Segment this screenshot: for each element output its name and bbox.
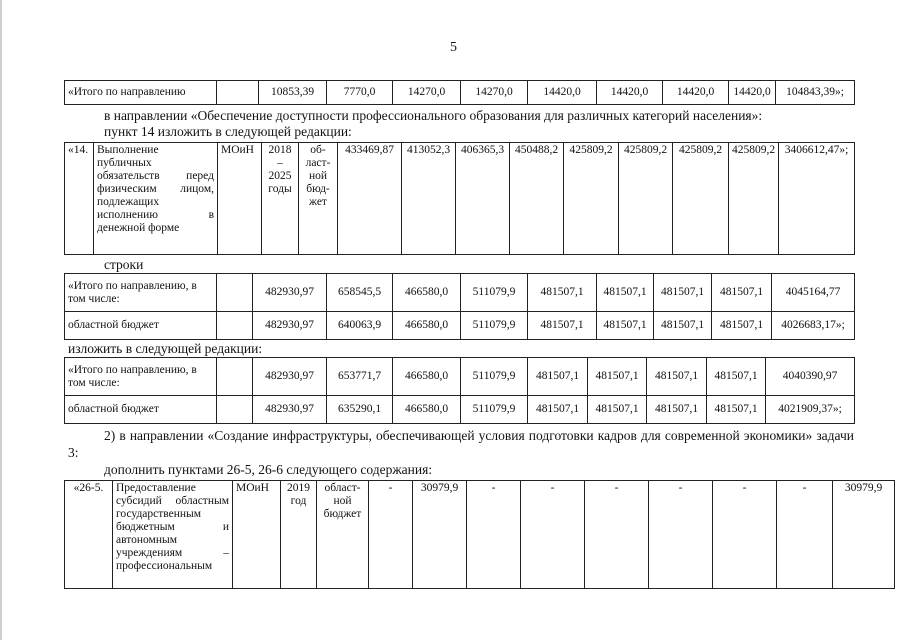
table-cell: 635290,1 (327, 396, 393, 424)
item-name: Предоставление субсидий областным государственным бюджетным и автономным учреждениям – профессиональным (113, 481, 233, 589)
table-cell: 481507,1 (528, 274, 597, 312)
table-cell: - (467, 481, 521, 589)
table-cell: 10853,39 (259, 81, 327, 105)
item-years: 2018 – 2025 годы (262, 143, 299, 255)
table-cell: - (777, 481, 833, 589)
empty-cell (217, 396, 253, 424)
table-cell: 14420,0 (729, 81, 776, 105)
table-cell: 481507,1 (528, 396, 588, 424)
table-cell: 14420,0 (528, 81, 597, 105)
new-rows-table (64, 357, 855, 424)
table-cell: 481507,1 (597, 274, 654, 312)
table-cell: 14270,0 (393, 81, 461, 105)
table-cell: 425809,2 (619, 143, 673, 255)
table-cell: 653771,7 (327, 358, 393, 396)
table-cell: 511079,9 (461, 358, 528, 396)
table-cell: 30979,9 (413, 481, 467, 589)
table-cell: 406365,3 (456, 143, 510, 255)
table-cell: 466580,0 (393, 396, 461, 424)
table-cell: 4026683,17»; (772, 312, 855, 340)
table-cell: 511079,9 (461, 312, 528, 340)
item-instruction: пункт 14 изложить в следующей редакции: (104, 124, 352, 139)
table-cell: 14420,0 (597, 81, 663, 105)
add-items-instruction: дополнить пунктами 26-5, 26-6 следующего содержания: (104, 462, 433, 477)
budget-label: областной бюджет (65, 396, 217, 424)
table-cell: - (521, 481, 585, 589)
table-cell: 481507,1 (654, 274, 712, 312)
item-source: об-ласт-ной бюд-жет (299, 143, 338, 255)
table-cell: 425809,2 (564, 143, 619, 255)
table-cell: 3406612,47»; (779, 143, 855, 255)
table-cell: 4021909,37»; (766, 396, 855, 424)
item-name: Выполнение публичных обязательств перед физическим лицом, подлежащих исполнению в денежной форме (94, 143, 218, 255)
table-cell: 425809,2 (673, 143, 729, 255)
table-cell: 466580,0 (393, 312, 461, 340)
item-number: «14. (65, 143, 94, 255)
table-cell: 30979,9 (833, 481, 895, 589)
empty-cell (217, 312, 253, 340)
budget-label: областной бюджет (65, 312, 217, 340)
table-cell: 481507,1 (707, 396, 766, 424)
table-cell: 14270,0 (461, 81, 528, 105)
table-cell: 450488,2 (510, 143, 564, 255)
total-label: «Итого по направлению, в том числе: (65, 274, 217, 312)
table-cell: 658545,5 (327, 274, 393, 312)
table-cell: - (713, 481, 777, 589)
table-cell: 481507,1 (647, 358, 707, 396)
restate-instruction: изложить в следующей редакции: (68, 341, 263, 356)
table-cell: - (369, 481, 413, 589)
empty-cell (217, 274, 253, 312)
table-cell: 481507,1 (647, 396, 707, 424)
table-cell: 481507,1 (588, 358, 647, 396)
total-label: «Итого по направлению, в том числе: (65, 358, 217, 396)
scan-edge (0, 0, 2, 640)
direction-heading: в направлении «Обеспечение доступности профессионального образования для различных категорий населения»: (104, 108, 763, 123)
table-cell: 481507,1 (528, 358, 588, 396)
table-cell: - (585, 481, 649, 589)
table-cell: 433469,87 (338, 143, 402, 255)
table-cell: 481507,1 (588, 396, 647, 424)
table-cell: 4040390,97 (766, 358, 855, 396)
table-cell: 481507,1 (528, 312, 597, 340)
rows-label: строки (104, 257, 144, 272)
table-cell: 466580,0 (393, 358, 461, 396)
table-cell: 104843,39»; (776, 81, 855, 105)
item-source: област-ной бюджет (317, 481, 369, 589)
table-cell: - (649, 481, 713, 589)
table-cell: 482930,97 (253, 396, 327, 424)
old-rows-table (64, 273, 855, 340)
table-cell: 7770,0 (327, 81, 393, 105)
table-cell: 466580,0 (393, 274, 461, 312)
item-26-5-table (64, 480, 895, 589)
item-executor: МОиН (233, 481, 281, 589)
total-row-table (64, 80, 855, 105)
item-years: 2019 год (281, 481, 317, 589)
table-cell: 4045164,77 (772, 274, 855, 312)
paragraph-2: 2) в направлении «Создание инфраструктуры, обеспечивающей условия подготовки кадров для современной экономики» задачи 3: (68, 428, 854, 460)
table-cell: 511079,9 (461, 274, 528, 312)
empty-cell (217, 358, 253, 396)
table-cell: 482930,97 (253, 358, 327, 396)
table-cell: 481507,1 (654, 312, 712, 340)
table-cell: 413052,3 (402, 143, 456, 255)
total-label: «Итого по направлению (65, 81, 217, 105)
table-cell: 481507,1 (712, 274, 772, 312)
empty-cell (217, 81, 259, 105)
table-cell: 511079,9 (461, 396, 528, 424)
table-cell: 481507,1 (707, 358, 766, 396)
table-cell: 640063,9 (327, 312, 393, 340)
table-cell: 425809,2 (729, 143, 779, 255)
item-number: «26-5. (65, 481, 113, 589)
table-cell: 481507,1 (597, 312, 654, 340)
table-cell: 482930,97 (253, 274, 327, 312)
table-cell: 481507,1 (712, 312, 772, 340)
page-number: 5 (450, 40, 457, 55)
item-executor: МОиН (218, 143, 262, 255)
table-cell: 14420,0 (663, 81, 729, 105)
table-cell: 482930,97 (253, 312, 327, 340)
item-14-table (64, 142, 855, 255)
